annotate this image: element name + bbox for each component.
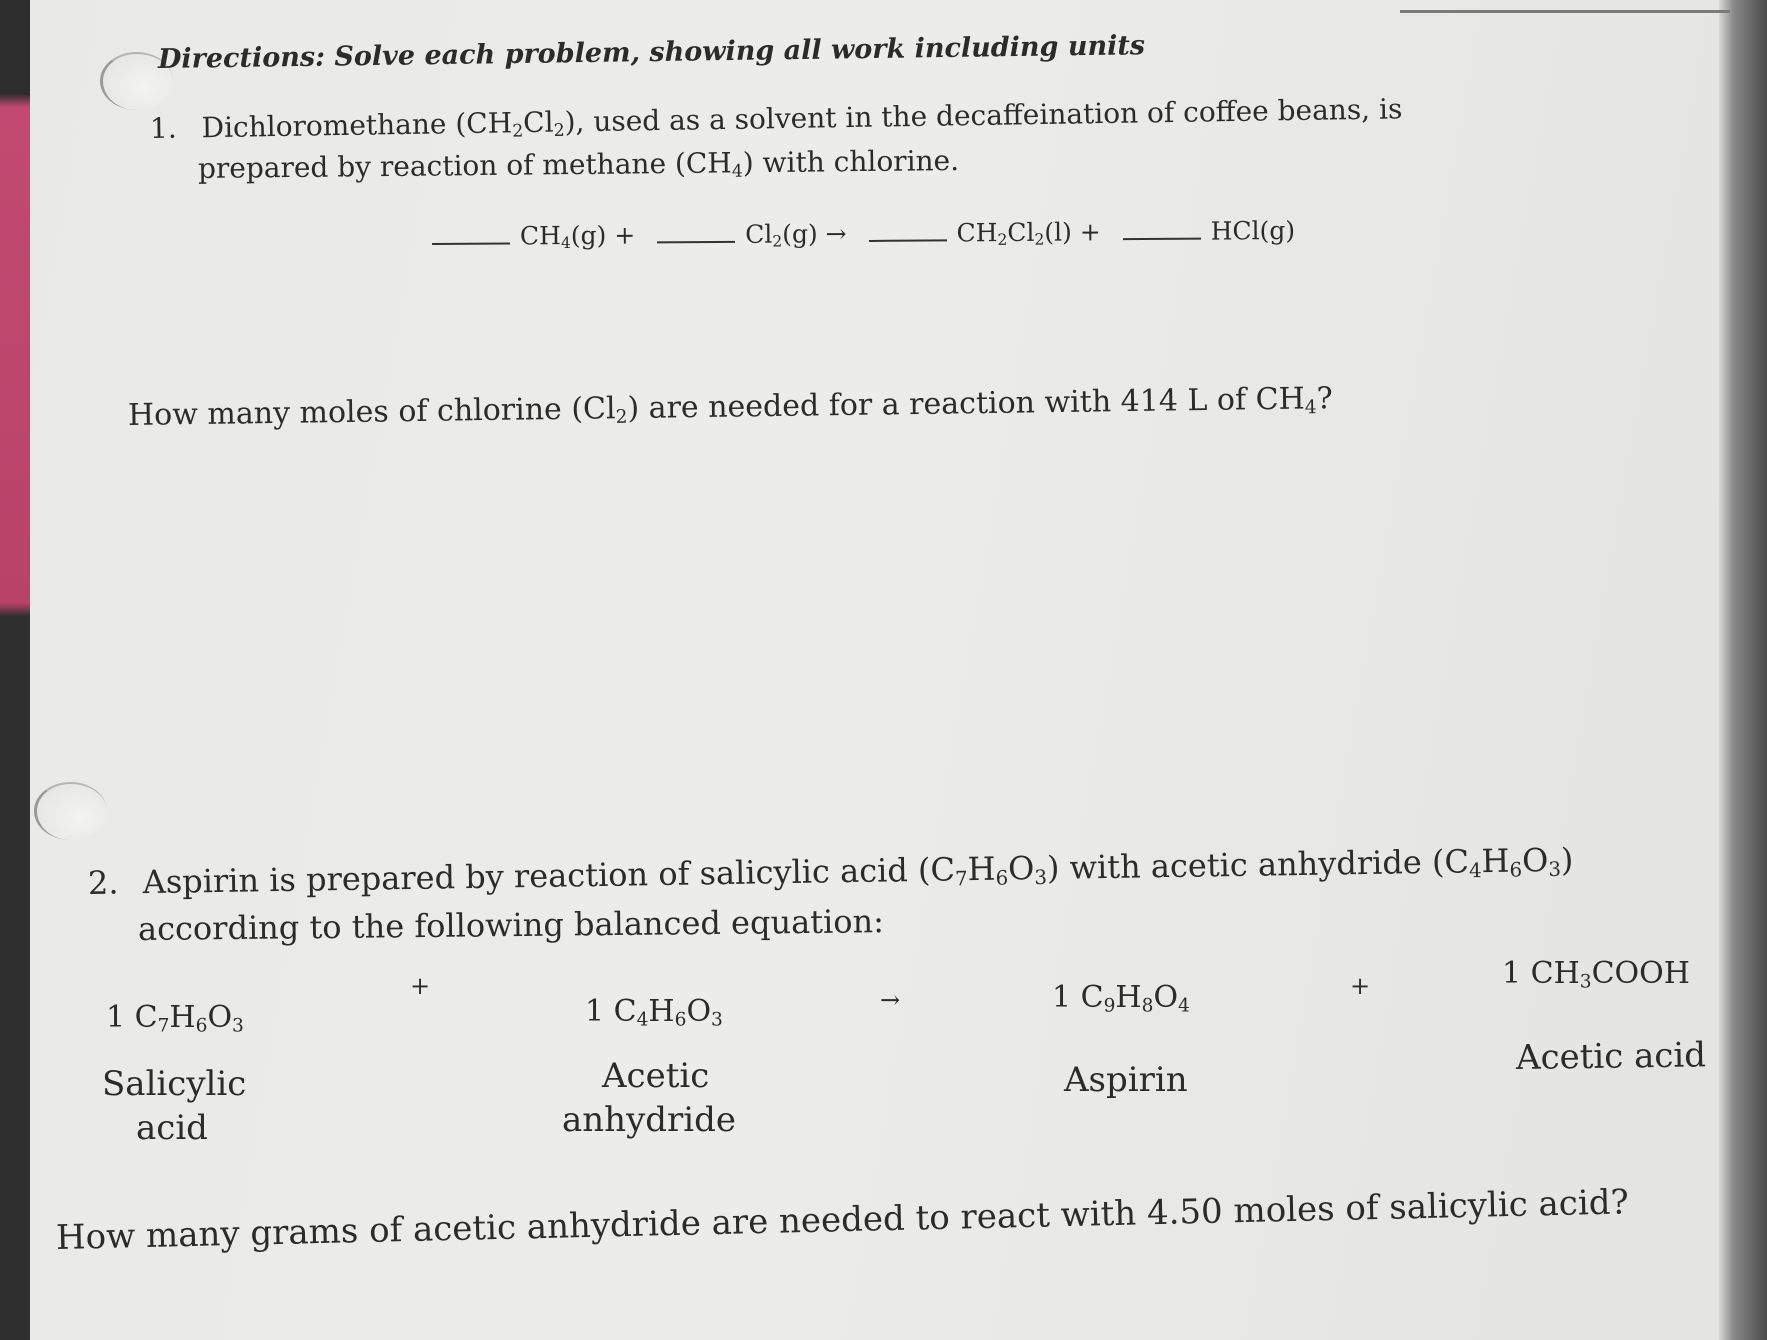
desk-edge-left — [0, 0, 30, 1340]
problem-1-number: 1. — [149, 111, 177, 145]
desk-edge-right — [1719, 0, 1767, 1340]
coefficient-blank-ch2cl2[interactable] — [869, 238, 947, 242]
directions-text: Directions: Solve each problem, showing all work including units — [157, 30, 1146, 75]
label-aspirin: Aspirin — [1064, 1060, 1188, 1100]
label-acid: acid — [136, 1108, 208, 1148]
problem-1-line-1: 1. Dichloromethane $(CH_2Cl_2)$, used as a solvent in the decaffeination of coffee beans, is — [149, 92, 1403, 145]
label-salicylic: Salicylic — [102, 1064, 247, 1104]
plus-sign-1: + — [410, 972, 431, 1000]
binder-hole-middle — [34, 782, 107, 840]
problem-2-number: 2. — [87, 863, 119, 902]
problem-1-line-2: prepared by reaction of methane $(CH_4)$ with chlorine. — [197, 144, 960, 185]
coefficient-blank-hcl[interactable] — [1123, 237, 1201, 241]
problem-1-question: How many moles of chlorine $(Cl_2)$ are needed for a reaction with 414 L of $CH_4$? — [127, 381, 1333, 433]
problem-2-line-1: 2. Aspirin is prepared by reaction of salicylic acid $(C_7H_6O_3)$ with acetic anhydride $(C_4H_6O_3)$ — [87, 840, 1574, 902]
label-acetic: Acetic — [602, 1056, 710, 1096]
problem-1-equation: $CH_4(g) + Cl_2(g) \to CH_2Cl_2(l) + HCl(g)$ — [432, 216, 1295, 253]
reactant-salicylic-acid-formula: 1 $C_7H_6O_3$ — [106, 1000, 244, 1037]
coefficient-blank-ch4[interactable] — [432, 241, 510, 245]
cut-off-header — [1400, 0, 1730, 13]
product-aspirin-formula: 1 $C_9H_8O_4$ — [1052, 980, 1190, 1017]
reactant-acetic-anhydride-formula: 1 $C_4H_6O_3$ — [585, 994, 723, 1031]
product-acetic-acid-formula: 1 $CH_3COOH$ — [1502, 956, 1690, 993]
coefficient-blank-cl2[interactable] — [657, 240, 735, 244]
reaction-arrow: → — [880, 986, 901, 1014]
problem-2-question: How many grams of acetic anhydride are needed to react with 4.50 moles of salicylic acid? — [55, 1182, 1630, 1258]
problem-2-line-2: according to the following balanced equation: — [137, 902, 885, 948]
label-acetic-acid: Acetic acid — [1515, 1035, 1707, 1078]
label-anhydride: anhydride — [562, 1100, 737, 1140]
plus-sign-2: + — [1350, 972, 1371, 1000]
